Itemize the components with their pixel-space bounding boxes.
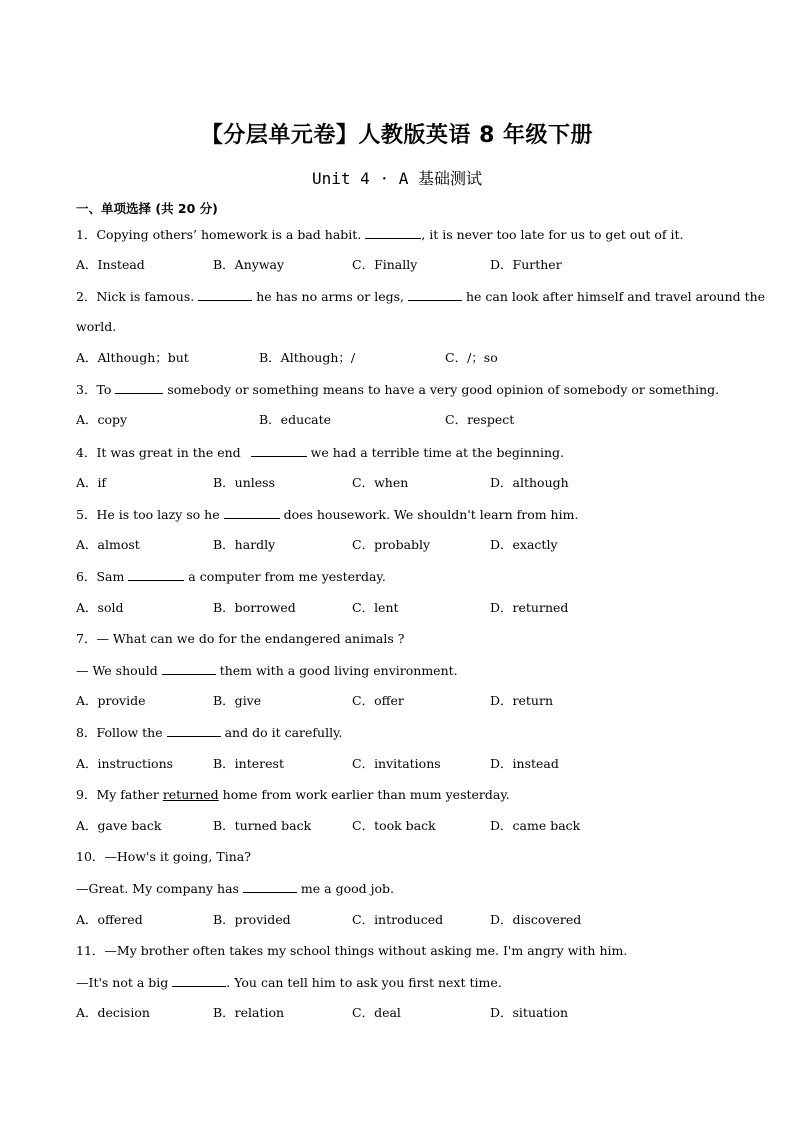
answer-blank <box>162 662 216 675</box>
option-c: C．/；so <box>445 350 498 365</box>
option-a: A．instructions <box>76 756 174 771</box>
question-text: 4．It was great in the end <box>76 445 241 460</box>
question-text: we had a terrible time at the beginning. <box>310 445 565 460</box>
question-text: he can look after himself and travel around the <box>465 289 766 304</box>
option-c: C．offer <box>352 693 404 708</box>
question-text: me a good job. <box>300 881 394 896</box>
page-subtitle: Unit 4 · A 基础测试 <box>312 169 482 188</box>
answer-blank <box>115 381 163 394</box>
option-c: C．lent <box>352 600 399 615</box>
option-d: D．returned <box>490 600 569 615</box>
question-text: them with a good living environment. <box>219 663 458 678</box>
option-b: B．Anyway <box>213 257 285 272</box>
question-text: 3．To <box>76 382 112 397</box>
option-b: B．educate <box>259 412 332 427</box>
question-text: 6．Sam <box>76 569 125 584</box>
question-text: —It's not a big <box>76 975 169 990</box>
answer-blank <box>167 724 221 737</box>
option-b: B．Although；/ <box>259 350 356 365</box>
question-text: , it is never too late for us to get out of it. <box>421 227 684 242</box>
question-text: 1．Copying others’ homework is a bad habit. <box>76 227 362 242</box>
option-c: C．Finally <box>352 257 418 272</box>
answer-blank <box>251 444 307 457</box>
option-d: D．discovered <box>490 912 582 927</box>
question-text: and do it carefully. <box>224 725 343 740</box>
option-a: A．sold <box>76 600 124 615</box>
question-11: 11．—My brother often takes my school things without asking me. I'm angry with him. <box>76 943 628 958</box>
question-8 <box>76 724 716 741</box>
question-10: 10．—How's it going, Tina? <box>76 849 251 864</box>
option-d: D．although <box>490 475 569 490</box>
option-a: A．Although；but <box>76 350 189 365</box>
answer-blank <box>172 974 226 987</box>
question-text: —Great. My company has <box>76 881 239 896</box>
question-9 <box>76 787 716 803</box>
answer-blank <box>408 288 462 301</box>
question-7-reply <box>76 662 716 679</box>
option-b: B．borrowed <box>213 600 296 615</box>
question-11-reply <box>76 974 716 991</box>
option-b: B．turned back <box>213 818 312 833</box>
question-2-continued: world. <box>76 319 117 334</box>
answer-blank <box>243 880 297 893</box>
answer-blank <box>365 226 421 239</box>
option-d: D．situation <box>490 1005 569 1020</box>
option-c: C．invitations <box>352 756 441 771</box>
option-b: B．provided <box>213 912 291 927</box>
option-d: D．came back <box>490 818 581 833</box>
option-b: B．hardly <box>213 537 276 552</box>
question-1 <box>76 226 716 243</box>
option-a: A．gave back <box>76 818 162 833</box>
option-d: D．instead <box>490 756 559 771</box>
question-2 <box>76 288 766 305</box>
answer-blank <box>128 568 184 581</box>
question-10-reply <box>76 880 716 897</box>
question-7: 7．— What can we do for the endangered animals ? <box>76 631 405 646</box>
question-text: somebody or something means to have a very good opinion of somebody or something. <box>167 382 720 397</box>
underlined-word: returned <box>162 787 219 802</box>
option-d: D．Further <box>490 257 562 272</box>
section-heading: 一、单项选择 (共 20 分) <box>76 201 218 216</box>
option-c: C．took back <box>352 818 436 833</box>
option-a: A．copy <box>76 412 128 427</box>
question-text: home from work earlier than mum yesterday. <box>222 787 510 802</box>
question-text: . You can tell him to ask you first next time. <box>226 975 502 990</box>
question-5 <box>76 506 716 523</box>
answer-blank <box>224 506 280 519</box>
option-c: C．probably <box>352 537 431 552</box>
option-d: D．exactly <box>490 537 558 552</box>
option-b: B．give <box>213 693 262 708</box>
option-a: A．decision <box>76 1005 150 1020</box>
question-text: — We should <box>76 663 158 678</box>
question-text: does housework. We shouldn't learn from him. <box>283 507 579 522</box>
option-b: B．relation <box>213 1005 285 1020</box>
question-text: 5．He is too lazy so he <box>76 507 220 522</box>
question-text: 9．My father <box>76 787 159 802</box>
option-a: A．provide <box>76 693 146 708</box>
option-c: C．deal <box>352 1005 401 1020</box>
page-title: 【分层单元卷】人教版英语 8 年级下册 <box>200 123 594 148</box>
question-text: 8．Follow the <box>76 725 163 740</box>
option-a: A．offered <box>76 912 143 927</box>
answer-blank <box>198 288 252 301</box>
option-a: A．if <box>76 475 107 490</box>
option-c: C．when <box>352 475 409 490</box>
question-text: 2．Nick is famous. <box>76 289 195 304</box>
question-text: a computer from me yesterday. <box>188 569 386 584</box>
question-text: he has no arms or legs, <box>256 289 404 304</box>
option-a: A．almost <box>76 537 140 552</box>
question-6 <box>76 568 716 585</box>
option-b: B．interest <box>213 756 284 771</box>
option-d: D．return <box>490 693 553 708</box>
option-c: C．respect <box>445 412 515 427</box>
question-4 <box>76 444 716 461</box>
question-3 <box>76 381 720 398</box>
option-b: B．unless <box>213 475 276 490</box>
option-a: A．Instead <box>76 257 145 272</box>
option-c: C．introduced <box>352 912 444 927</box>
